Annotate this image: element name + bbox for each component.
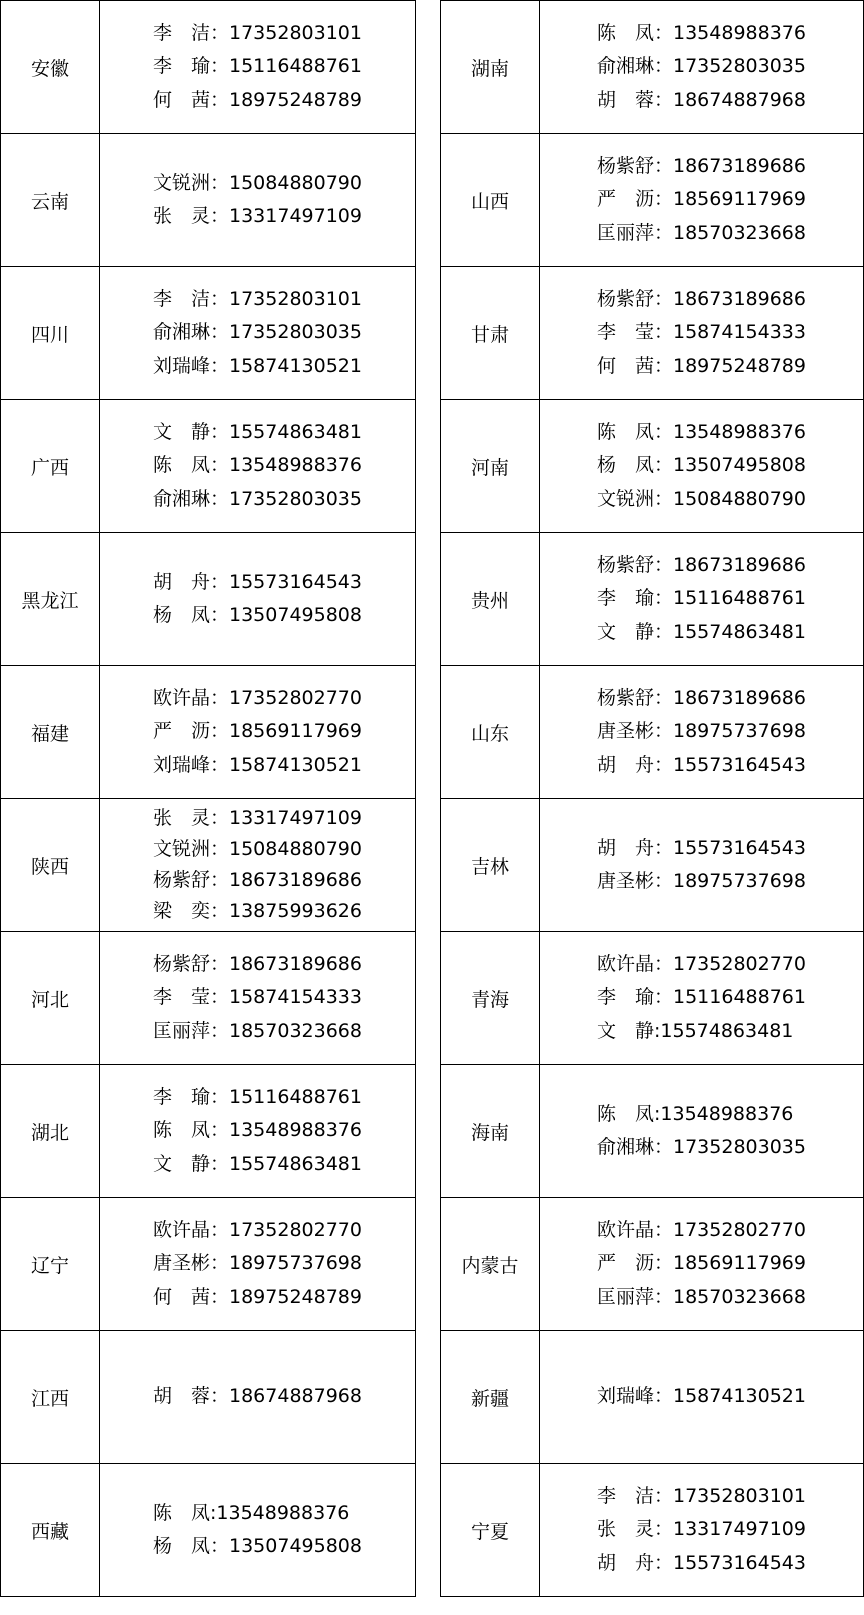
province-name: 江西 [1,1331,100,1464]
contact-entry: 陈 凤:13548988376 [153,1501,350,1524]
contact-list [153,566,362,633]
contact-entry: 杨 凤：13507495808 [597,454,806,477]
contact-list [153,948,362,1049]
contact-entry: 胡 舟：15573164543 [597,753,806,776]
table-row [441,799,864,932]
contact-list [153,803,362,927]
table-row [1,267,416,400]
contacts-cell [100,533,416,666]
contact-list [153,283,362,384]
contact-entry: 胡 蓉：18674887968 [153,1385,362,1408]
contact-entry: 刘瑞峰：15874130521 [153,753,362,776]
table-row [1,1464,416,1597]
contact-entry: 严 沥：18569117969 [597,1252,806,1275]
province-name: 山东 [441,666,540,799]
contact-group [540,416,863,517]
contact-list [153,17,362,118]
contact-list [153,416,362,517]
contact-entry: 陈 凤：13548988376 [597,420,806,443]
contacts-cell [100,400,416,533]
province-name: 海南 [441,1065,540,1198]
contact-list [153,1081,362,1182]
contact-entry: 陈 凤：13548988376 [153,1119,362,1142]
contact-entry: 唐圣彬：18975737698 [597,870,806,892]
contacts-cell [540,400,864,533]
contact-entry: 俞湘琳：17352803035 [597,55,806,78]
contact-entry: 陈 凤：13548988376 [597,21,806,44]
contact-list [597,416,806,517]
contact-entry: 张 灵：13317497109 [153,807,362,829]
contact-list [597,283,806,384]
contact-entry: 李 莹：15874154333 [597,321,806,344]
contact-entry: 文 静：15574863481 [153,1152,362,1175]
province-name: 内蒙古 [441,1198,540,1331]
table-row [1,932,416,1065]
table-row [1,666,416,799]
contact-entry: 胡 舟：15573164543 [153,570,362,593]
contact-group [100,17,415,118]
contacts-cell [100,1198,416,1331]
contacts-cell [540,1065,864,1198]
province-name: 吉林 [441,799,540,932]
province-name: 宁夏 [441,1464,540,1597]
table-row [1,533,416,666]
contacts-cell [100,799,416,932]
province-name: 河北 [1,932,100,1065]
contacts-cell [540,666,864,799]
province-name: 新疆 [441,1331,540,1464]
table-row [441,400,864,533]
table-row [1,799,416,932]
contact-group [100,167,415,234]
contact-entry: 杨紫舒：18673189686 [597,553,806,576]
contacts-cell [540,134,864,267]
contact-list [597,1098,806,1165]
contacts-cell [100,666,416,799]
contact-group [100,1214,415,1315]
contact-group [100,1081,415,1182]
contact-entry: 杨 凤：13507495808 [153,604,362,626]
contacts-cell [100,267,416,400]
contact-group [540,1380,863,1414]
contact-entry: 胡 舟：15573164543 [597,836,806,859]
contact-entry: 匡丽萍：18570323668 [597,1285,806,1308]
table-row [1,1,416,134]
contact-list [597,1380,806,1414]
contact-group [540,832,863,899]
contact-entry: 俞湘琳：17352803035 [597,1136,806,1158]
contact-list [597,1480,806,1581]
contact-entry: 杨紫舒：18673189686 [153,952,362,975]
contact-entry: 俞湘琳：17352803035 [153,321,362,344]
contact-list [597,17,806,118]
table-row [441,1198,864,1331]
right-table-body [441,1,864,1597]
contact-entry: 李 洁：17352803101 [153,21,362,44]
contact-list [597,549,806,650]
contact-entry: 匡丽萍：18570323668 [153,1019,362,1042]
contact-group [540,283,863,384]
contacts-cell [100,1464,416,1597]
contacts-cell [100,134,416,267]
contact-entry: 杨紫舒：18673189686 [153,869,362,891]
contact-entry: 李 洁：17352803101 [597,1484,806,1507]
contact-group [100,283,415,384]
contact-entry: 杨紫舒：18673189686 [597,287,806,310]
province-name: 广西 [1,400,100,533]
contact-list [597,832,806,899]
contacts-cell [540,932,864,1065]
contact-entry: 杨紫舒：18673189686 [597,154,806,177]
contact-entry: 李 瑜：15116488761 [597,986,806,1009]
contact-entry: 唐圣彬：18975737698 [597,720,806,743]
contact-entry: 梁 奕：13875993626 [153,900,362,922]
contact-entry: 李 瑜：15116488761 [153,55,362,78]
contact-entry: 严 沥：18569117969 [597,188,806,211]
contact-entry: 欧许晶：17352802770 [153,1218,362,1241]
contact-group [100,803,415,927]
contact-group [100,566,415,633]
province-name: 云南 [1,134,100,267]
contacts-cell [100,1,416,134]
contact-entry: 李 洁：17352803101 [153,287,362,310]
contact-group [540,17,863,118]
contact-entry: 杨紫舒：18673189686 [597,686,806,709]
contact-entry: 张 灵：13317497109 [153,205,362,227]
contact-entry: 李 莹：15874154333 [153,986,362,1009]
contact-entry: 陈 凤：13548988376 [153,454,362,477]
contact-entry: 欧许晶：17352802770 [153,686,362,709]
contact-group [540,549,863,650]
contact-entry: 匡丽萍：18570323668 [597,221,806,244]
contact-group [100,416,415,517]
table-row [441,267,864,400]
contact-entry: 何 茜：18975248789 [153,1285,362,1308]
table-row [1,1065,416,1198]
contact-entry: 文锐洲：15084880790 [597,487,806,510]
contacts-cell [540,533,864,666]
contact-entry: 张 灵：13317497109 [597,1518,806,1541]
contacts-cell [540,1331,864,1464]
province-name: 福建 [1,666,100,799]
province-name: 黑龙江 [1,533,100,666]
contact-entry: 何 茜：18975248789 [597,354,806,377]
province-name: 山西 [441,134,540,267]
contact-entry: 文 静：15574863481 [597,620,806,643]
contact-list [153,1380,362,1414]
contact-group [100,948,415,1049]
contact-group [540,150,863,251]
contact-entry: 胡 舟：15573164543 [597,1551,806,1574]
contact-entry: 严 沥：18569117969 [153,720,362,743]
province-name: 辽宁 [1,1198,100,1331]
left-contact-table [0,0,416,1597]
contact-entry: 刘瑞峰：15874130521 [153,354,362,377]
table-row [441,1464,864,1597]
table-row [441,1331,864,1464]
left-table-body [1,1,416,1597]
contact-list [153,167,362,234]
contact-entry: 杨 凤：13507495808 [153,1535,362,1557]
table-row [441,533,864,666]
contacts-cell [100,932,416,1065]
contact-list [153,1497,362,1564]
contact-list [597,948,806,1049]
contact-list [153,682,362,783]
contact-entry: 李 瑜：15116488761 [597,587,806,610]
contact-entry: 刘瑞峰：15874130521 [597,1385,806,1408]
province-name: 四川 [1,267,100,400]
table-row [441,134,864,267]
province-name: 湖北 [1,1065,100,1198]
contact-entry: 俞湘琳：17352803035 [153,487,362,510]
province-name: 青海 [441,932,540,1065]
contact-entry: 李 瑜：15116488761 [153,1085,362,1108]
contacts-cell [100,1331,416,1464]
contact-entry: 何 茜：18975248789 [153,88,362,111]
contact-list [153,1214,362,1315]
contacts-cell [540,1464,864,1597]
contact-group [100,1497,415,1564]
table-row [1,1331,416,1464]
table-row [441,1065,864,1198]
contact-list [597,1214,806,1315]
contacts-cell [540,1198,864,1331]
contact-list [597,682,806,783]
contact-group [540,1214,863,1315]
contacts-cell [540,799,864,932]
contact-list [597,150,806,251]
province-name: 河南 [441,400,540,533]
contact-entry: 胡 蓉：18674887968 [597,88,806,111]
province-name: 陕西 [1,799,100,932]
contact-entry: 陈 凤:13548988376 [597,1102,794,1125]
contact-group [540,1098,863,1165]
contact-group [540,682,863,783]
contact-entry: 文 静：15574863481 [153,420,362,443]
table-row [1,134,416,267]
table-row [1,1198,416,1331]
province-name: 安徽 [1,1,100,134]
contact-entry: 欧许晶：17352802770 [597,1218,806,1241]
province-name: 湖南 [441,1,540,134]
province-name: 甘肃 [441,267,540,400]
contact-entry: 欧许晶：17352802770 [597,952,806,975]
contact-entry: 文 静:15574863481 [597,1019,794,1042]
province-name: 西藏 [1,1464,100,1597]
table-row [1,400,416,533]
contacts-cell [540,267,864,400]
table-row [441,932,864,1065]
contact-group [540,1480,863,1581]
province-name: 贵州 [441,533,540,666]
table-row [441,666,864,799]
contact-group [100,682,415,783]
contact-group [100,1380,415,1414]
contact-group [540,948,863,1049]
contacts-cell [100,1065,416,1198]
right-contact-table [440,0,864,1597]
contact-entry: 文锐洲：15084880790 [153,171,362,194]
contact-entry: 唐圣彬：18975737698 [153,1252,362,1275]
contact-entry: 文锐洲：15084880790 [153,838,362,860]
table-row [441,1,864,134]
contacts-cell [540,1,864,134]
